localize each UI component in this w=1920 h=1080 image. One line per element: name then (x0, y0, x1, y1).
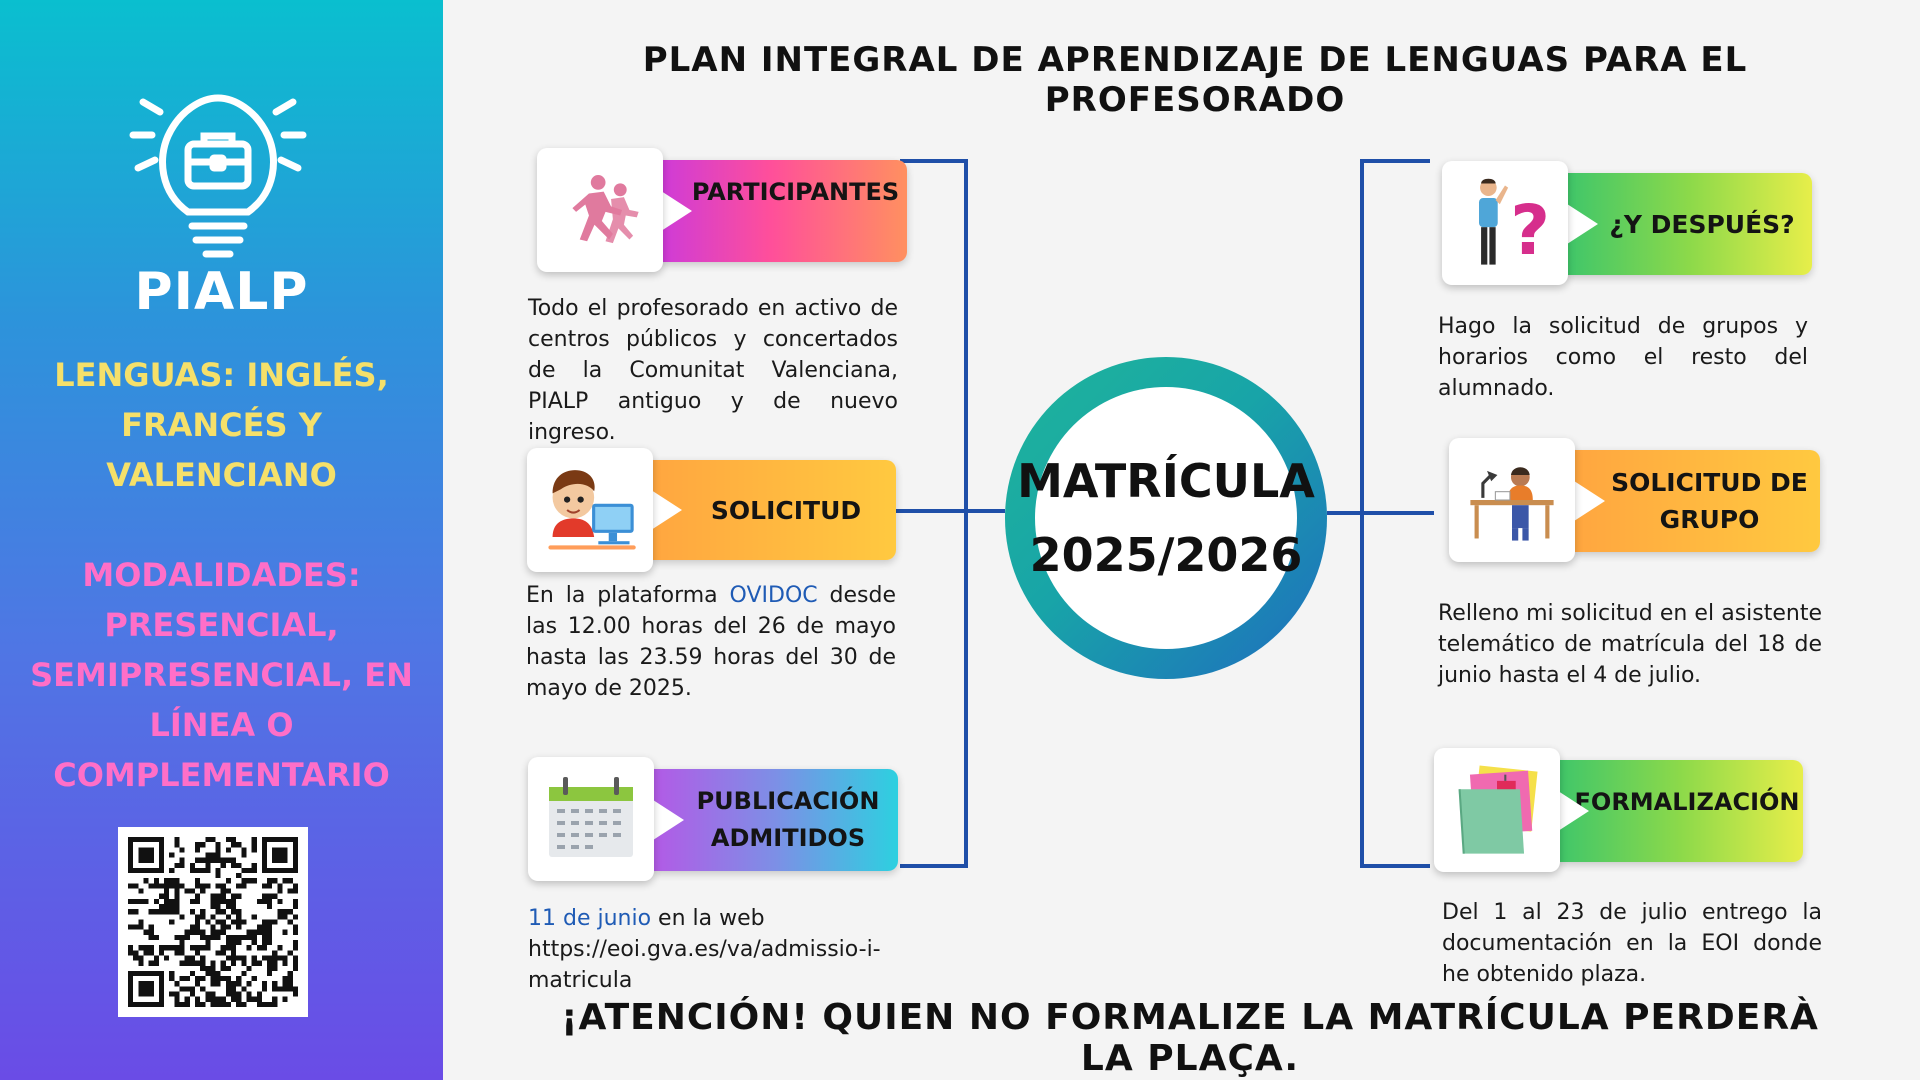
solicitud-grupo-label-line: SOLICITUD DE (1611, 468, 1808, 497)
child-computer-icon (527, 448, 653, 572)
publicacion-label-line: ADMITIDOS (710, 824, 866, 852)
footer-warning: ¡ATENCIÓN! QUIEN NO FORMALIZE LA MATRÍCULA PERDERÀ LA PLAÇA. (561, 997, 1819, 1079)
person-desk-icon (1449, 438, 1575, 562)
modalities-line: MODALIDADES: (82, 556, 361, 594)
app-title: PIALP (134, 262, 309, 322)
modalities-line: SEMIPRESENCIAL, EN (30, 656, 413, 694)
formalizacion-banner (1557, 760, 1803, 862)
modalities-line: COMPLEMENTARIO (53, 756, 390, 794)
languages-line: LENGUAS: INGLÉS, (54, 356, 389, 394)
modalities-line: PRESENCIAL, (104, 606, 339, 644)
center-title: MATRÍCULA (1017, 454, 1315, 508)
publicacion-label-line: PUBLICACIÓN (696, 787, 880, 815)
publicacion-date: 11 de junio (528, 906, 652, 931)
publicacion-label (671, 783, 880, 857)
languages-line: VALENCIANO (106, 456, 337, 494)
participantes-label: PARTICIPANTES (691, 178, 900, 206)
solicitud-desc (526, 580, 896, 704)
solicitud-grupo-banner (1573, 450, 1820, 552)
solicitud-desc-text: desde las 12.00 horas del 26 de mayo hasta las 23.59 horas del 30 de mayo de 2025. (526, 583, 896, 701)
despues-desc: Hago la solicitud de grupos y horarios como el resto del alumnado. (1438, 314, 1808, 401)
page-title: PLAN INTEGRAL DE APRENDIZAJE DE LENGUAS PARA EL PROFESORADO (642, 40, 1748, 120)
formalizacion-label: FORMALIZACIÓN (1574, 788, 1800, 816)
center-circle (1005, 357, 1327, 679)
publicacion-banner (652, 769, 898, 871)
formalizacion-desc: Del 1 al 23 de julio entrego la documentación en la EOI donde he obtenido plaza. (1442, 900, 1822, 987)
participantes-desc: Todo el profesorado en activo de centros públicos y concertados de la Comunitat Valenciana, PIALP antiguo y de nuevo ingreso. (528, 296, 898, 445)
ovidoc-link[interactable]: OVIDOC (729, 583, 818, 608)
participantes-banner (660, 160, 907, 262)
svg-text:?: ? (1510, 191, 1551, 272)
center-year: 2025/2026 (1029, 528, 1303, 582)
languages-line: FRANCÉS Y (121, 406, 322, 444)
despues-label: ¿Y DESPUÉS? (1609, 209, 1795, 239)
documents-folder-icon (1434, 748, 1560, 872)
calendar-icon (528, 757, 654, 881)
despues-banner (1566, 173, 1812, 275)
solicitud-grupo-label (1585, 464, 1808, 538)
solicitud-grupo-desc: Relleno mi solicitud en el asistente telemático de matrícula del 18 de junio hasta el 4 de julio. (1438, 601, 1822, 688)
publicacion-desc-text: en la web https://eoi.gva.es/va/admissio-i-matricula (528, 906, 881, 993)
modalities-line: LÍNEA O (149, 706, 294, 744)
solicitud-grupo-label-line: GRUPO (1659, 505, 1760, 534)
publicacion-desc (528, 903, 898, 996)
center-circle-inner (1017, 387, 1315, 649)
person-question-icon (1442, 161, 1568, 285)
solicitud-label: SOLICITUD (710, 495, 862, 525)
running-people-icon (537, 148, 663, 272)
solicitud-banner (650, 460, 896, 560)
solicitud-desc-text: En la plataforma (526, 583, 730, 608)
